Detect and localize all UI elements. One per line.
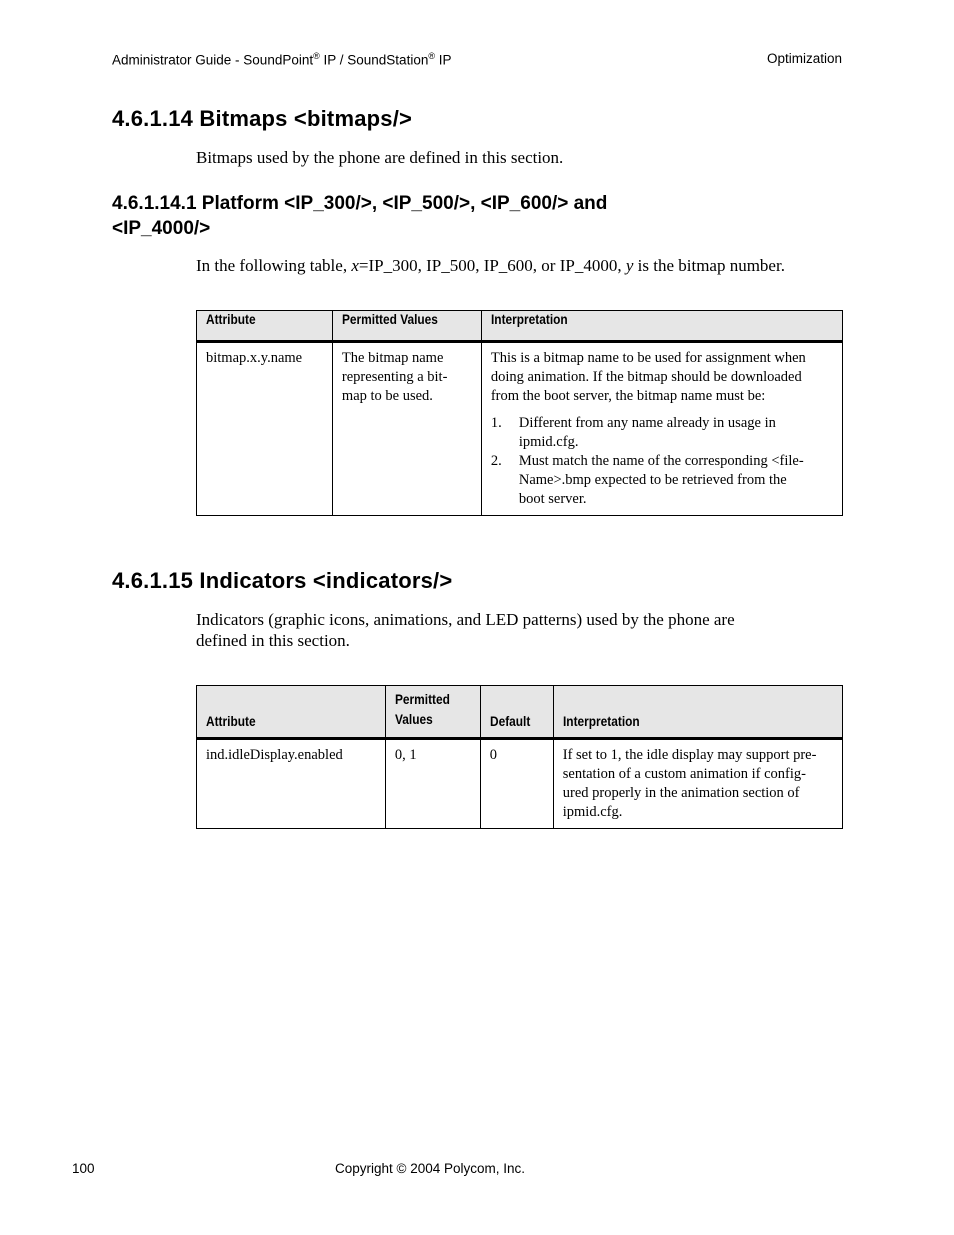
header-title-part: IP bbox=[434, 52, 452, 68]
cell-permitted-values bbox=[332, 342, 481, 516]
heading-line: <IP_4000/> bbox=[112, 218, 211, 239]
cell-attribute: ind.idleDisplay.enabled bbox=[197, 739, 386, 829]
table-row bbox=[197, 739, 843, 829]
cell-line: doing animation. If the bitmap should be downloaded bbox=[490, 369, 802, 385]
running-header-title bbox=[112, 51, 452, 68]
indicators-table bbox=[196, 685, 843, 829]
list-number: 2. bbox=[490, 453, 502, 469]
heading-line: 4.6.1.14.1 Platform <IP_300/>, <IP_500/>, <IP_600/> and bbox=[112, 193, 608, 214]
column-header-attribute: Attribute bbox=[197, 311, 333, 342]
cell-line: If set to 1, the idle display may support pre- bbox=[562, 747, 817, 763]
intro-text: =IP_300, IP_500, IP_600, or IP_4000, bbox=[358, 256, 626, 275]
cell-line: ipmid.cfg. bbox=[562, 804, 623, 820]
copyright-notice: Copyright © 2004 Polycom, Inc. bbox=[335, 1161, 526, 1176]
list-line: boot server. bbox=[518, 491, 587, 507]
cell-default: 0 bbox=[480, 739, 553, 829]
cell-line: from the boot server, the bitmap name must be: bbox=[490, 388, 766, 404]
cell-line: representing a bit- bbox=[341, 369, 448, 385]
column-header-default: Default bbox=[480, 686, 553, 739]
requirements-list bbox=[491, 414, 833, 509]
list-line: Different from any name already in usage in bbox=[518, 415, 776, 431]
intro-line: Indicators (graphic icons, animations, and LED patterns) used by the phone are bbox=[196, 610, 735, 629]
intro-text: is the bitmap number. bbox=[633, 256, 785, 275]
page-number: 100 bbox=[72, 1161, 95, 1176]
section-intro-bitmaps: Bitmaps used by the phone are defined in this section. bbox=[196, 148, 564, 167]
column-header-interpretation: Interpretation bbox=[481, 311, 842, 342]
cell-line: The bitmap name bbox=[341, 350, 444, 366]
table-row bbox=[197, 342, 843, 516]
registered-mark: ® bbox=[313, 51, 320, 61]
header-title-part: Administrator Guide - SoundPoint bbox=[112, 52, 314, 68]
bitmaps-table bbox=[196, 310, 843, 516]
column-header-permitted-values: Permitted Values bbox=[332, 311, 481, 342]
cell-interpretation bbox=[481, 342, 842, 516]
intro-text: In the following table, bbox=[196, 256, 352, 275]
cell-attribute: bitmap.x.y.name bbox=[197, 342, 333, 516]
section-intro-indicators bbox=[196, 609, 735, 651]
column-header-interpretation: Interpretation bbox=[553, 686, 842, 739]
list-item bbox=[491, 452, 833, 509]
section-heading-indicators: 4.6.1.15 Indicators <indicators/> bbox=[112, 568, 453, 593]
section-heading-bitmaps: 4.6.1.14 Bitmaps <bitmaps/> bbox=[112, 106, 413, 131]
cell-line: ured properly in the animation section of bbox=[562, 785, 800, 801]
subsection-intro-platform bbox=[196, 255, 785, 276]
intro-variable-y: y bbox=[625, 256, 634, 275]
header-title-part: IP / SoundStation bbox=[319, 52, 429, 68]
cell-line: This is a bitmap name to be used for assignment when bbox=[490, 350, 806, 366]
list-line: Must match the name of the corresponding <file- bbox=[518, 453, 804, 469]
running-header-chapter: Optimization bbox=[766, 51, 842, 66]
list-line: ipmid.cfg. bbox=[518, 434, 579, 450]
intro-line: defined in this section. bbox=[196, 631, 350, 650]
cell-line: map to be used. bbox=[341, 388, 433, 404]
subsection-heading-platform bbox=[112, 191, 607, 241]
cell-line: sentation of a custom animation if config- bbox=[562, 766, 806, 782]
column-header-attribute: Attribute bbox=[197, 686, 386, 739]
intro-variable-x: x bbox=[351, 256, 359, 275]
list-item bbox=[491, 414, 833, 452]
list-line: Name>.bmp expected to be retrieved from the bbox=[518, 472, 787, 488]
registered-mark: ® bbox=[428, 51, 435, 61]
column-header-permitted-values: Permitted Values bbox=[385, 686, 480, 739]
cell-permitted-values: 0, 1 bbox=[385, 739, 480, 829]
list-number: 1. bbox=[490, 415, 502, 431]
cell-interpretation bbox=[553, 739, 842, 829]
